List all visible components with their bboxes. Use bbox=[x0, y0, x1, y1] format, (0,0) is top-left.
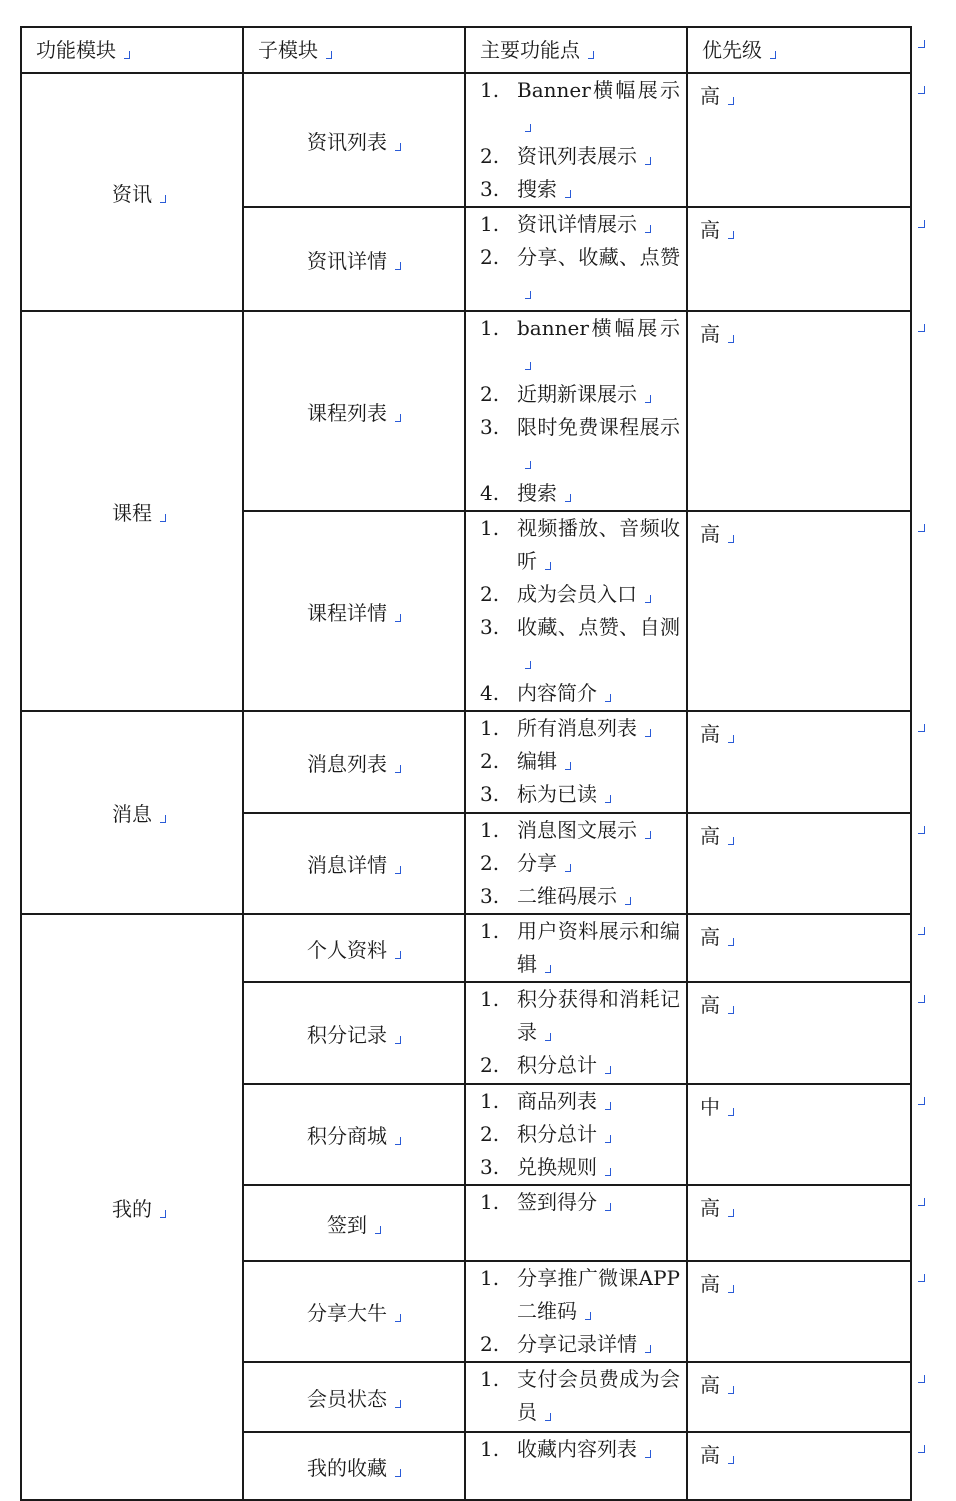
feature-number: 1. bbox=[480, 919, 500, 943]
feature-item bbox=[466, 1049, 686, 1082]
feature-number: 3. bbox=[480, 615, 500, 639]
submodule-cell bbox=[243, 1084, 465, 1185]
priority-cell bbox=[687, 1362, 911, 1432]
feature-item bbox=[466, 173, 686, 206]
priority-value: 高 bbox=[700, 218, 720, 242]
table-header-row bbox=[21, 27, 911, 73]
feature-text: 消息图文展示 bbox=[517, 818, 637, 842]
row-end-mark bbox=[918, 1274, 925, 1282]
feature-list bbox=[466, 814, 686, 913]
feature-number: 2. bbox=[480, 245, 500, 269]
submodule-cell bbox=[243, 207, 465, 311]
priority-cell bbox=[687, 711, 911, 813]
feature-item bbox=[466, 983, 686, 1049]
feature-number: 1. bbox=[480, 1367, 500, 1391]
module-cell bbox=[21, 73, 243, 311]
feature-item bbox=[466, 1433, 686, 1466]
feature-number: 2. bbox=[480, 582, 500, 606]
feature-text: 收藏、点赞、自测 bbox=[517, 615, 680, 639]
feature-list bbox=[466, 915, 686, 981]
feature-list bbox=[466, 1085, 686, 1184]
feature-text: 搜索 bbox=[517, 177, 557, 201]
features-cell bbox=[465, 1261, 687, 1362]
priority-cell bbox=[687, 1185, 911, 1261]
submodule-cell bbox=[243, 73, 465, 207]
feature-text: 积分获得和消耗记录 bbox=[517, 987, 680, 1044]
row-end-mark bbox=[918, 826, 925, 834]
module-cell bbox=[21, 711, 243, 914]
feature-number: 3. bbox=[480, 415, 500, 439]
feature-text: Banner横幅展示 bbox=[517, 78, 680, 102]
submodule-name: 我的收藏 bbox=[307, 1455, 387, 1480]
feature-number: 1. bbox=[480, 1437, 500, 1461]
feature-item bbox=[466, 611, 686, 677]
feature-list bbox=[466, 1262, 686, 1361]
submodule-name: 资讯列表 bbox=[307, 129, 387, 154]
feature-item bbox=[466, 1085, 686, 1118]
features-cell bbox=[465, 1084, 687, 1185]
feature-number: 1. bbox=[480, 516, 500, 540]
submodule-cell bbox=[243, 511, 465, 711]
feature-item bbox=[466, 477, 686, 510]
priority-value: 高 bbox=[700, 84, 720, 108]
table-row bbox=[21, 73, 911, 207]
feature-number: 3. bbox=[480, 1155, 500, 1179]
priority-cell bbox=[687, 1432, 911, 1500]
feature-item bbox=[466, 312, 686, 378]
row-end-mark bbox=[918, 724, 925, 732]
feature-list bbox=[466, 712, 686, 811]
feature-item bbox=[466, 411, 686, 477]
feature-item bbox=[466, 1151, 686, 1184]
feature-list bbox=[466, 208, 686, 307]
row-end-mark bbox=[918, 40, 925, 48]
submodule-name: 分享大牛 bbox=[307, 1301, 387, 1325]
priority-cell bbox=[687, 207, 911, 311]
module-name: 资讯 bbox=[112, 181, 152, 206]
feature-item bbox=[466, 915, 686, 981]
feature-text: 支付会员费成为会员 bbox=[517, 1367, 680, 1424]
feature-number: 3. bbox=[480, 782, 500, 806]
submodule-cell bbox=[243, 1185, 465, 1261]
priority-value: 高 bbox=[700, 1272, 720, 1296]
table-row bbox=[21, 914, 911, 982]
feature-number: 3. bbox=[480, 884, 500, 908]
feature-item bbox=[466, 512, 686, 578]
priority-value: 高 bbox=[700, 1373, 720, 1397]
feature-number: 4. bbox=[480, 481, 500, 505]
feature-number: 1. bbox=[480, 1190, 500, 1214]
feature-number: 1. bbox=[480, 716, 500, 740]
feature-number: 1. bbox=[480, 1266, 500, 1290]
feature-number: 4. bbox=[480, 681, 500, 705]
row-end-mark bbox=[918, 524, 925, 532]
submodule-cell bbox=[243, 711, 465, 813]
feature-item bbox=[466, 378, 686, 411]
feature-number: 1. bbox=[480, 212, 500, 236]
table-row bbox=[21, 711, 911, 813]
row-end-mark bbox=[918, 1375, 925, 1383]
priority-value: 高 bbox=[700, 322, 720, 346]
feature-item bbox=[466, 778, 686, 811]
feature-number: 1. bbox=[480, 78, 500, 102]
feature-text: 资讯列表展示 bbox=[517, 144, 637, 168]
feature-number: 2. bbox=[480, 1332, 500, 1356]
header-cell-priority: 优先级 bbox=[687, 27, 911, 73]
feature-table bbox=[20, 26, 912, 1501]
feature-item bbox=[466, 1363, 686, 1429]
header-cell-module: 功能模块 bbox=[21, 27, 243, 73]
submodule-cell bbox=[243, 914, 465, 982]
feature-number: 1. bbox=[480, 818, 500, 842]
feature-list bbox=[466, 312, 686, 510]
feature-text: 标为已读 bbox=[517, 782, 597, 806]
feature-list bbox=[466, 512, 686, 710]
feature-text: 分享、收藏、点赞 bbox=[517, 245, 680, 269]
feature-number: 2. bbox=[480, 851, 500, 875]
submodule-cell bbox=[243, 982, 465, 1084]
priority-value: 高 bbox=[700, 522, 720, 546]
priority-cell bbox=[687, 1084, 911, 1185]
feature-text: 搜索 bbox=[517, 481, 557, 505]
feature-list bbox=[466, 1363, 686, 1429]
feature-text: 签到得分 bbox=[517, 1190, 597, 1214]
priority-cell bbox=[687, 982, 911, 1084]
module-name: 消息 bbox=[112, 802, 152, 826]
feature-text: 视频播放、音频收听 bbox=[517, 516, 680, 573]
features-cell bbox=[465, 311, 687, 511]
features-cell bbox=[465, 1432, 687, 1500]
row-end-mark bbox=[918, 220, 925, 228]
priority-cell bbox=[687, 1261, 911, 1362]
feature-text: 积分总计 bbox=[517, 1053, 597, 1077]
submodule-cell bbox=[243, 1261, 465, 1362]
feature-number: 1. bbox=[480, 1089, 500, 1113]
feature-number: 2. bbox=[480, 1122, 500, 1146]
feature-item bbox=[466, 1118, 686, 1151]
feature-text: 资讯详情展示 bbox=[517, 212, 637, 236]
module-cell bbox=[21, 914, 243, 1500]
features-cell bbox=[465, 511, 687, 711]
feature-text: 分享记录详情 bbox=[517, 1332, 637, 1356]
submodule-name: 个人资料 bbox=[307, 937, 387, 962]
row-end-mark bbox=[918, 324, 925, 332]
feature-number: 3. bbox=[480, 177, 500, 201]
priority-value: 高 bbox=[700, 1443, 720, 1467]
priority-value: 高 bbox=[700, 993, 720, 1017]
priority-value: 高 bbox=[700, 1196, 720, 1220]
module-name: 课程 bbox=[112, 500, 152, 525]
feature-text: 编辑 bbox=[517, 749, 557, 773]
priority-value: 高 bbox=[700, 925, 720, 949]
feature-number: 1. bbox=[480, 987, 500, 1011]
features-cell bbox=[465, 914, 687, 982]
feature-text: 内容简介 bbox=[517, 681, 597, 705]
submodule-name: 积分商城 bbox=[307, 1124, 387, 1148]
feature-text: 近期新课展示 bbox=[517, 382, 637, 406]
priority-cell bbox=[687, 813, 911, 914]
submodule-name: 课程详情 bbox=[307, 600, 387, 625]
feature-item bbox=[466, 677, 686, 710]
submodule-cell bbox=[243, 311, 465, 511]
features-cell bbox=[465, 1362, 687, 1432]
header-cell-features: 主要功能点 bbox=[465, 27, 687, 73]
features-cell bbox=[465, 1185, 687, 1261]
submodule-name: 积分记录 bbox=[307, 1022, 387, 1047]
features-cell bbox=[465, 982, 687, 1084]
feature-text: 用户资料展示和编辑 bbox=[517, 919, 680, 976]
features-cell bbox=[465, 73, 687, 207]
feature-text: 兑换规则 bbox=[517, 1155, 597, 1179]
priority-cell bbox=[687, 73, 911, 207]
submodule-name: 消息列表 bbox=[307, 751, 387, 776]
row-end-mark bbox=[918, 1097, 925, 1105]
row-end-mark bbox=[918, 927, 925, 935]
submodule-name: 课程列表 bbox=[307, 400, 387, 425]
row-end-mark bbox=[918, 86, 925, 94]
module-name: 我的 bbox=[112, 1196, 152, 1221]
priority-cell bbox=[687, 914, 911, 982]
feature-item bbox=[466, 712, 686, 745]
feature-text: banner横幅展示 bbox=[517, 316, 680, 340]
feature-item bbox=[466, 241, 686, 307]
submodule-name: 会员状态 bbox=[307, 1386, 387, 1411]
feature-item bbox=[466, 814, 686, 847]
submodule-name: 签到 bbox=[327, 1212, 367, 1237]
feature-list bbox=[466, 983, 686, 1082]
feature-item bbox=[466, 578, 686, 611]
features-cell bbox=[465, 813, 687, 914]
row-end-mark bbox=[918, 1445, 925, 1453]
feature-list bbox=[466, 1433, 686, 1466]
features-cell bbox=[465, 207, 687, 311]
feature-number: 2. bbox=[480, 1053, 500, 1077]
feature-text: 收藏内容列表 bbox=[517, 1437, 637, 1461]
feature-item bbox=[466, 140, 686, 173]
feature-item bbox=[466, 74, 686, 140]
feature-number: 2. bbox=[480, 382, 500, 406]
feature-text: 分享推广微课APP二维码 bbox=[517, 1266, 680, 1323]
feature-text: 分享 bbox=[517, 851, 557, 875]
table-row bbox=[21, 311, 911, 511]
feature-number: 2. bbox=[480, 144, 500, 168]
feature-text: 所有消息列表 bbox=[517, 716, 637, 740]
table-body bbox=[21, 73, 911, 1500]
submodule-name: 消息详情 bbox=[307, 853, 387, 877]
feature-number: 2. bbox=[480, 749, 500, 773]
feature-item bbox=[466, 1262, 686, 1328]
priority-cell bbox=[687, 511, 911, 711]
row-end-mark bbox=[918, 995, 925, 1003]
module-cell bbox=[21, 311, 243, 711]
submodule-name: 资讯详情 bbox=[307, 248, 387, 273]
features-cell bbox=[465, 711, 687, 813]
feature-list bbox=[466, 74, 686, 206]
feature-text: 成为会员入口 bbox=[517, 582, 637, 606]
feature-number: 1. bbox=[480, 316, 500, 340]
priority-value: 高 bbox=[700, 824, 720, 848]
priority-cell bbox=[687, 311, 911, 511]
feature-text: 限时免费课程展示 bbox=[517, 415, 680, 439]
feature-item bbox=[466, 847, 686, 880]
priority-value: 中 bbox=[700, 1095, 720, 1119]
feature-text: 二维码展示 bbox=[517, 884, 617, 908]
feature-item bbox=[466, 208, 686, 241]
feature-text: 积分总计 bbox=[517, 1122, 597, 1146]
submodule-cell bbox=[243, 813, 465, 914]
feature-item bbox=[466, 745, 686, 778]
submodule-cell bbox=[243, 1362, 465, 1432]
priority-value: 高 bbox=[700, 722, 720, 746]
feature-text: 商品列表 bbox=[517, 1089, 597, 1113]
header-cell-submodule: 子模块 bbox=[243, 27, 465, 73]
feature-item bbox=[466, 880, 686, 913]
feature-list bbox=[466, 1186, 686, 1219]
submodule-cell bbox=[243, 1432, 465, 1500]
row-end-mark bbox=[918, 1198, 925, 1206]
feature-item bbox=[466, 1186, 686, 1219]
feature-item bbox=[466, 1328, 686, 1361]
